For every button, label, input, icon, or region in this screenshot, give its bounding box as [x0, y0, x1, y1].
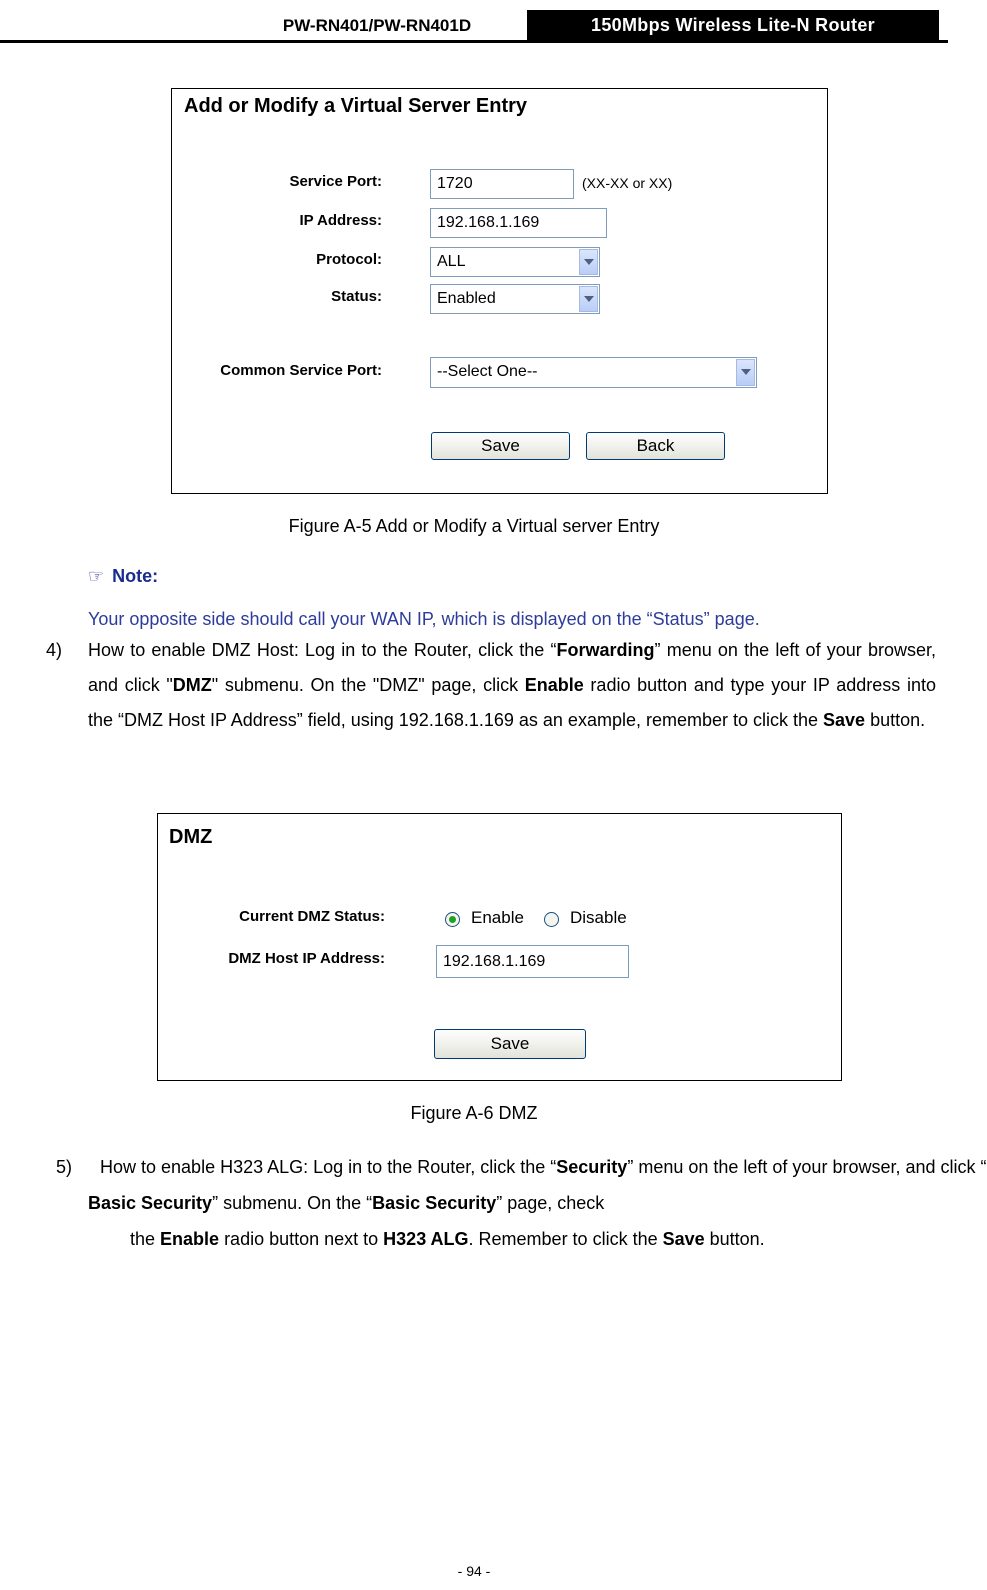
step-5-b1: Security — [556, 1157, 628, 1177]
step-4-t4: radio button and type your IP address into the “DMZ Host IP Address” field, using 192.168.1.169 as an example, remember to click the — [88, 675, 936, 730]
step-5-t5: the — [130, 1229, 161, 1249]
step-4-b3: Enable — [524, 675, 584, 695]
status-value: Enabled — [437, 290, 496, 307]
step-5-b2: Basic Security — [88, 1193, 213, 1213]
status-select[interactable] — [430, 284, 600, 314]
disable-radio-label: Disable — [570, 908, 627, 927]
common-service-port-select[interactable] — [430, 357, 757, 388]
step-5-b3: Basic Security — [372, 1193, 497, 1213]
disable-radio[interactable] — [544, 912, 559, 927]
chevron-down-icon[interactable] — [579, 249, 598, 275]
service-port-label: Service Port: — [289, 173, 382, 190]
step-4-t5: button. — [865, 710, 926, 730]
dmz-screenshot — [157, 813, 842, 1081]
step-5-b7: Save — [662, 1229, 705, 1249]
step-5-t7: . Remember to click the — [468, 1229, 663, 1249]
step-4-b2: DMZ — [172, 675, 212, 695]
step-5-t6: radio button next to — [219, 1229, 384, 1249]
common-service-port-value: --Select One-- — [437, 363, 538, 380]
enable-radio-label: Enable — [471, 908, 524, 927]
step-4-text — [88, 633, 936, 738]
note-text: Your opposite side should call your WAN IP, which is displayed on the “Status” page. — [88, 609, 760, 629]
panel-title: DMZ — [169, 826, 213, 848]
service-port-hint: (XX-XX or XX) — [582, 175, 673, 191]
step-4-b1: Forwarding — [556, 640, 655, 660]
step-5-t3: ” submenu. On the “ — [212, 1193, 373, 1213]
step-5-number: 5) — [56, 1157, 73, 1177]
save-button[interactable]: Save — [431, 432, 570, 460]
figure-a6-caption: Figure A-6 DMZ — [410, 1103, 538, 1123]
step-5-t4: ” page, check — [496, 1193, 605, 1213]
protocol-label: Protocol: — [316, 251, 382, 268]
step-4-t3: " submenu. On the "DMZ" page, click — [211, 675, 525, 695]
step-4-t2: ” menu on the left of your browser, and click " — [88, 640, 936, 695]
service-port-input[interactable]: 1720 — [430, 169, 574, 199]
step-4-b4: Save — [823, 710, 866, 730]
page-number: - 94 - — [457, 1563, 491, 1579]
save-button[interactable]: Save — [434, 1029, 586, 1059]
pointing-hand-icon: ☞ — [88, 566, 105, 587]
step-5-t8: button. — [704, 1229, 765, 1249]
virtual-server-screenshot — [171, 88, 828, 494]
step-5-line-2 — [88, 1186, 604, 1221]
protocol-select[interactable] — [430, 247, 600, 277]
header-title: 150Mbps Wireless Lite-N Router — [527, 10, 939, 40]
dmz-host-ip-input[interactable]: 192.168.1.169 — [436, 945, 629, 978]
dmz-status-label: Current DMZ Status: — [239, 908, 385, 925]
step-4-t1: How to enable DMZ Host: Log in to the Router, click the “ — [88, 640, 557, 660]
chevron-down-icon[interactable] — [736, 359, 755, 386]
common-service-port-label: Common Service Port: — [220, 362, 382, 379]
ip-address-label: IP Address: — [299, 212, 382, 229]
ip-address-input[interactable]: 192.168.1.169 — [430, 208, 607, 238]
dmz-host-ip-label: DMZ Host IP Address: — [228, 950, 385, 967]
figure-a5-caption: Figure A-5 Add or Modify a Virtual server Entry — [288, 516, 660, 536]
enable-radio[interactable] — [445, 912, 460, 927]
back-button[interactable]: Back — [586, 432, 725, 460]
note-heading — [88, 566, 158, 587]
header-rule — [0, 40, 948, 43]
step-5-line-1 — [100, 1150, 987, 1185]
step-5-b6: H323 ALG — [383, 1229, 469, 1249]
status-label: Status: — [331, 288, 382, 305]
note-label: Note: — [112, 566, 159, 586]
header-model: PW-RN401/PW-RN401D — [282, 16, 472, 35]
panel-title: Add or Modify a Virtual Server Entry — [184, 95, 528, 117]
step-5-t1: How to enable H323 ALG: Log in to the Router, click the “ — [100, 1157, 557, 1177]
chevron-down-icon[interactable] — [579, 286, 598, 312]
protocol-value: ALL — [437, 253, 466, 270]
step-4-number: 4) — [46, 640, 63, 660]
step-5-line-3 — [130, 1222, 765, 1257]
step-5-t2: ” menu on the left of your browser, and click “ — [627, 1157, 987, 1177]
step-5-b5: Enable — [160, 1229, 220, 1249]
